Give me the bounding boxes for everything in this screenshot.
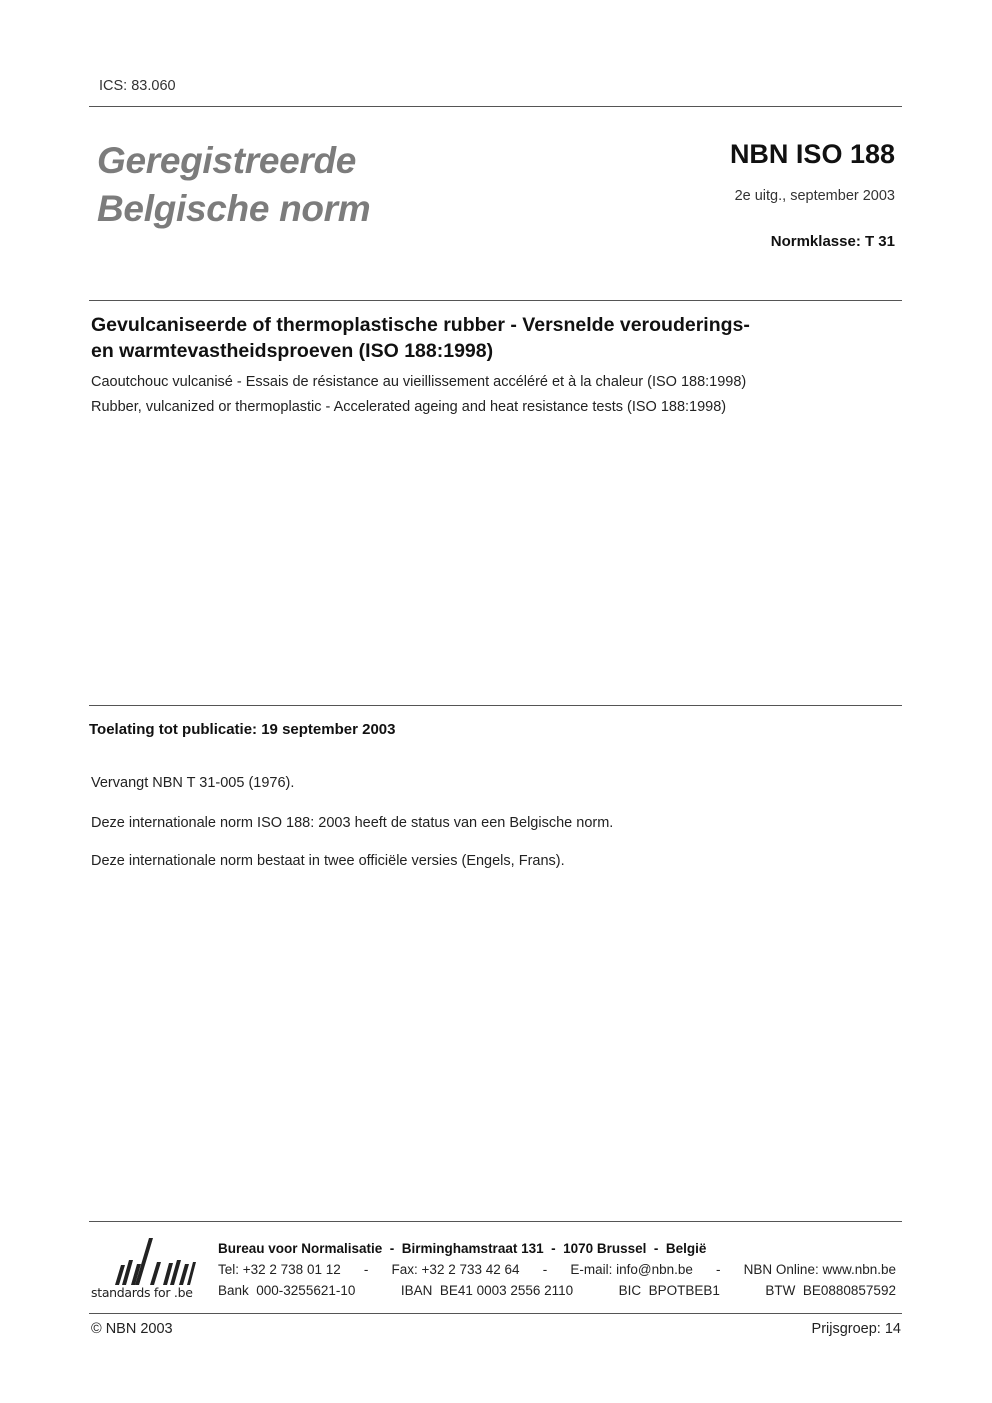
fax-number: Fax: +32 2 733 42 64 <box>391 1262 520 1277</box>
heading-line-1: Geregistreerde <box>97 140 357 181</box>
publication-approval: Toelating tot publicatie: 19 september 2003 <box>89 721 396 738</box>
phone-number: Tel: +32 2 738 01 12 <box>218 1262 341 1277</box>
separator: - <box>363 1262 369 1277</box>
bank-details <box>218 1283 896 1298</box>
document-heading <box>97 137 370 233</box>
separator: - <box>716 1262 721 1277</box>
heading-line-2: Belgische norm <box>97 188 371 229</box>
english-title: Rubber, vulcanized or thermoplastic - Accelerated ageing and heat resistance tests (ISO 188:1998) <box>91 399 727 415</box>
separator: - <box>542 1262 548 1277</box>
title-divider <box>89 300 902 301</box>
email-address: E-mail: info@nbn.be <box>570 1262 693 1277</box>
footer-top-divider <box>89 1221 902 1222</box>
iban: IBAN BE41 0003 2556 2110 <box>400 1283 574 1298</box>
dutch-title <box>91 312 891 364</box>
standard-code: NBN ISO 188 <box>729 139 895 169</box>
copyright: © NBN 2003 <box>91 1321 173 1337</box>
dutch-title-line-1: Gevulcaniseerde of thermoplastische rubber - Versnelde verouderings- <box>91 314 750 336</box>
logo-tagline: standards for .be <box>91 1285 193 1300</box>
contact-line <box>218 1262 896 1277</box>
bank-account: Bank 000-3255621-10 <box>218 1283 356 1298</box>
website: NBN Online: www.nbn.be <box>743 1262 896 1277</box>
norm-class: Normklasse: T 31 <box>770 233 895 250</box>
footer-bottom-divider <box>89 1313 902 1314</box>
replaces-note: Vervangt NBN T 31-005 (1976). <box>91 775 295 791</box>
publication-divider <box>89 705 902 706</box>
bic: BIC BPOTBEB1 <box>618 1283 720 1298</box>
dutch-title-line-2: en warmtevastheidsproeven (ISO 188:1998) <box>91 340 494 362</box>
bureau-address: Bureau voor Normalisatie - Birminghamstraat 131 - 1070 Brussel - België <box>218 1241 707 1256</box>
vat-number: BTW BE0880857592 <box>765 1283 896 1298</box>
status-note: Deze internationale norm ISO 188: 2003 heeft de status van een Belgische norm. <box>91 815 614 831</box>
ics-code: ICS: 83.060 <box>99 78 176 94</box>
header-divider <box>89 106 902 107</box>
nbn-logo-mark <box>115 1238 196 1285</box>
french-title: Caoutchouc vulcanisé - Essais de résistance au vieillissement accéléré et à la chaleur (ISO 188:1998) <box>91 374 747 390</box>
versions-note: Deze internationale norm bestaat in twee officiële versies (Engels, Frans). <box>91 853 565 869</box>
edition-info: 2e uitg., september 2003 <box>734 188 895 204</box>
price-group: Prijsgroep: 14 <box>811 1321 901 1337</box>
